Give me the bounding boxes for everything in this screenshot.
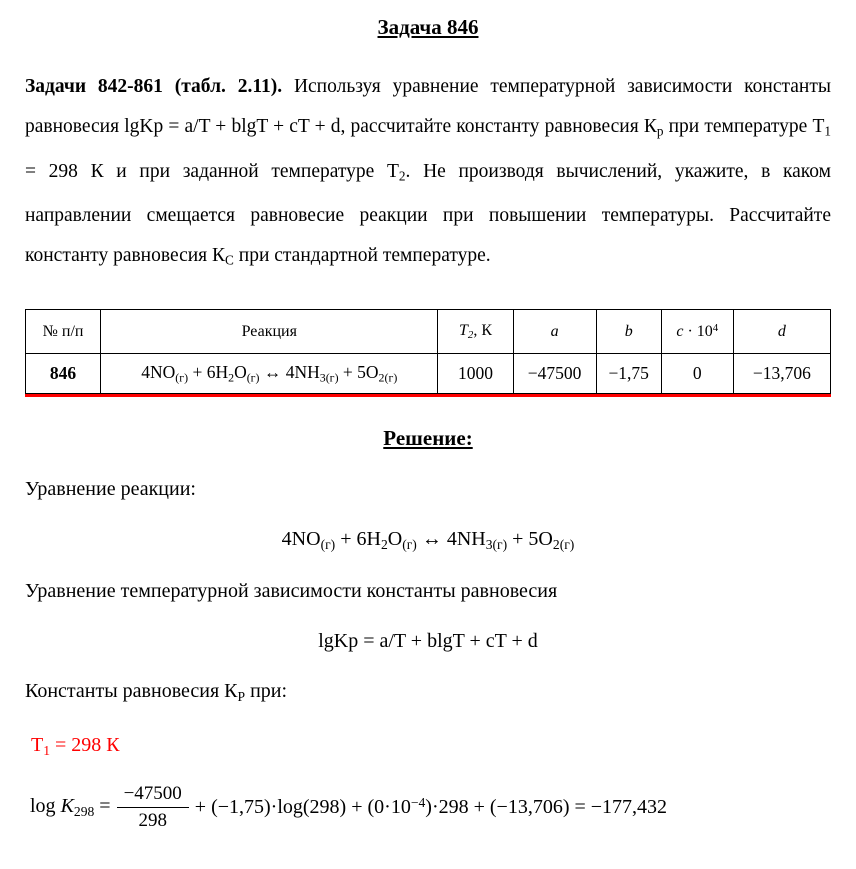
reaction-equation: $4NO_{(г)} + 6H_2O_{(г)}$ ↔ $4NH_{3(г)} + 5O_{2(г)}$ xyxy=(281,528,575,552)
document-page xyxy=(0,15,856,834)
header-b: b xyxy=(596,310,661,354)
fraction-numerator: −47500 xyxy=(117,781,189,808)
cell-problem-number: 846 xyxy=(26,354,101,394)
header-t2: $T_2$, К xyxy=(438,310,513,354)
table-header-row xyxy=(26,310,831,354)
cell-d: −13,706 xyxy=(733,354,830,394)
table-row xyxy=(26,354,831,394)
formula-lhs: $\log K_{298}$ = xyxy=(30,794,111,819)
problem-statement: Задачи 842-861 (табл. 2.11). Используя уравнение температурной зависимости константы равновесия lgKp = a/T + blgT + cT + d, рассчитайте константу равновесия $К_р$ при температуре $Т_1 = 298$ К и при заданной температуре $Т_2$. Не производя вычислений, укажите, в каком направлении смещается равновесие реакции при повышении температуры. Рассчитайте константу равновесия $К_С$ при стандартной температуре. xyxy=(25,76,832,269)
solution-heading: Решение: xyxy=(383,426,473,451)
header-d: d xyxy=(733,310,830,354)
header-reaction: Реакция xyxy=(101,310,438,354)
reaction-equation-label: Уравнение реакции: xyxy=(25,478,196,501)
formula-rhs: + $(-1,75)\cdot\log(298) + (0\cdot 10^{-4})\cdot 298 + (-13,706) = -177,432$ xyxy=(194,794,668,819)
red-underline-rule xyxy=(25,394,831,397)
page-title: Задача 846 xyxy=(377,15,479,39)
kp-constants-label: Константы равновесия $К_Р$ при: xyxy=(25,679,288,704)
t1-value: $Т_1 = 298$ К xyxy=(31,733,120,758)
cell-c: 0 xyxy=(661,354,733,394)
cell-a: −47500 xyxy=(513,354,596,394)
temperature-equation-label: Уравнение температурной зависимости константы равновесия xyxy=(25,579,558,602)
cell-t2: 1000 xyxy=(438,354,513,394)
cell-reaction: $4NO_{(г)} + 6H_2O_{(г)}$ ↔ $4NH_{3(г)} + 5O_{2(г)}$ xyxy=(101,354,438,394)
problem-table xyxy=(25,309,831,394)
kp-298-formula xyxy=(25,781,831,834)
temperature-equation: lgKp = a/T + blgT + cT + d xyxy=(318,629,538,652)
header-a: a xyxy=(513,310,596,354)
header-c: $c \cdot 10^4$ xyxy=(661,310,733,354)
header-num: № п/п xyxy=(26,310,101,354)
formula-fraction xyxy=(117,781,189,834)
fraction-denominator: 298 xyxy=(138,809,167,831)
cell-b: −1,75 xyxy=(596,354,661,394)
